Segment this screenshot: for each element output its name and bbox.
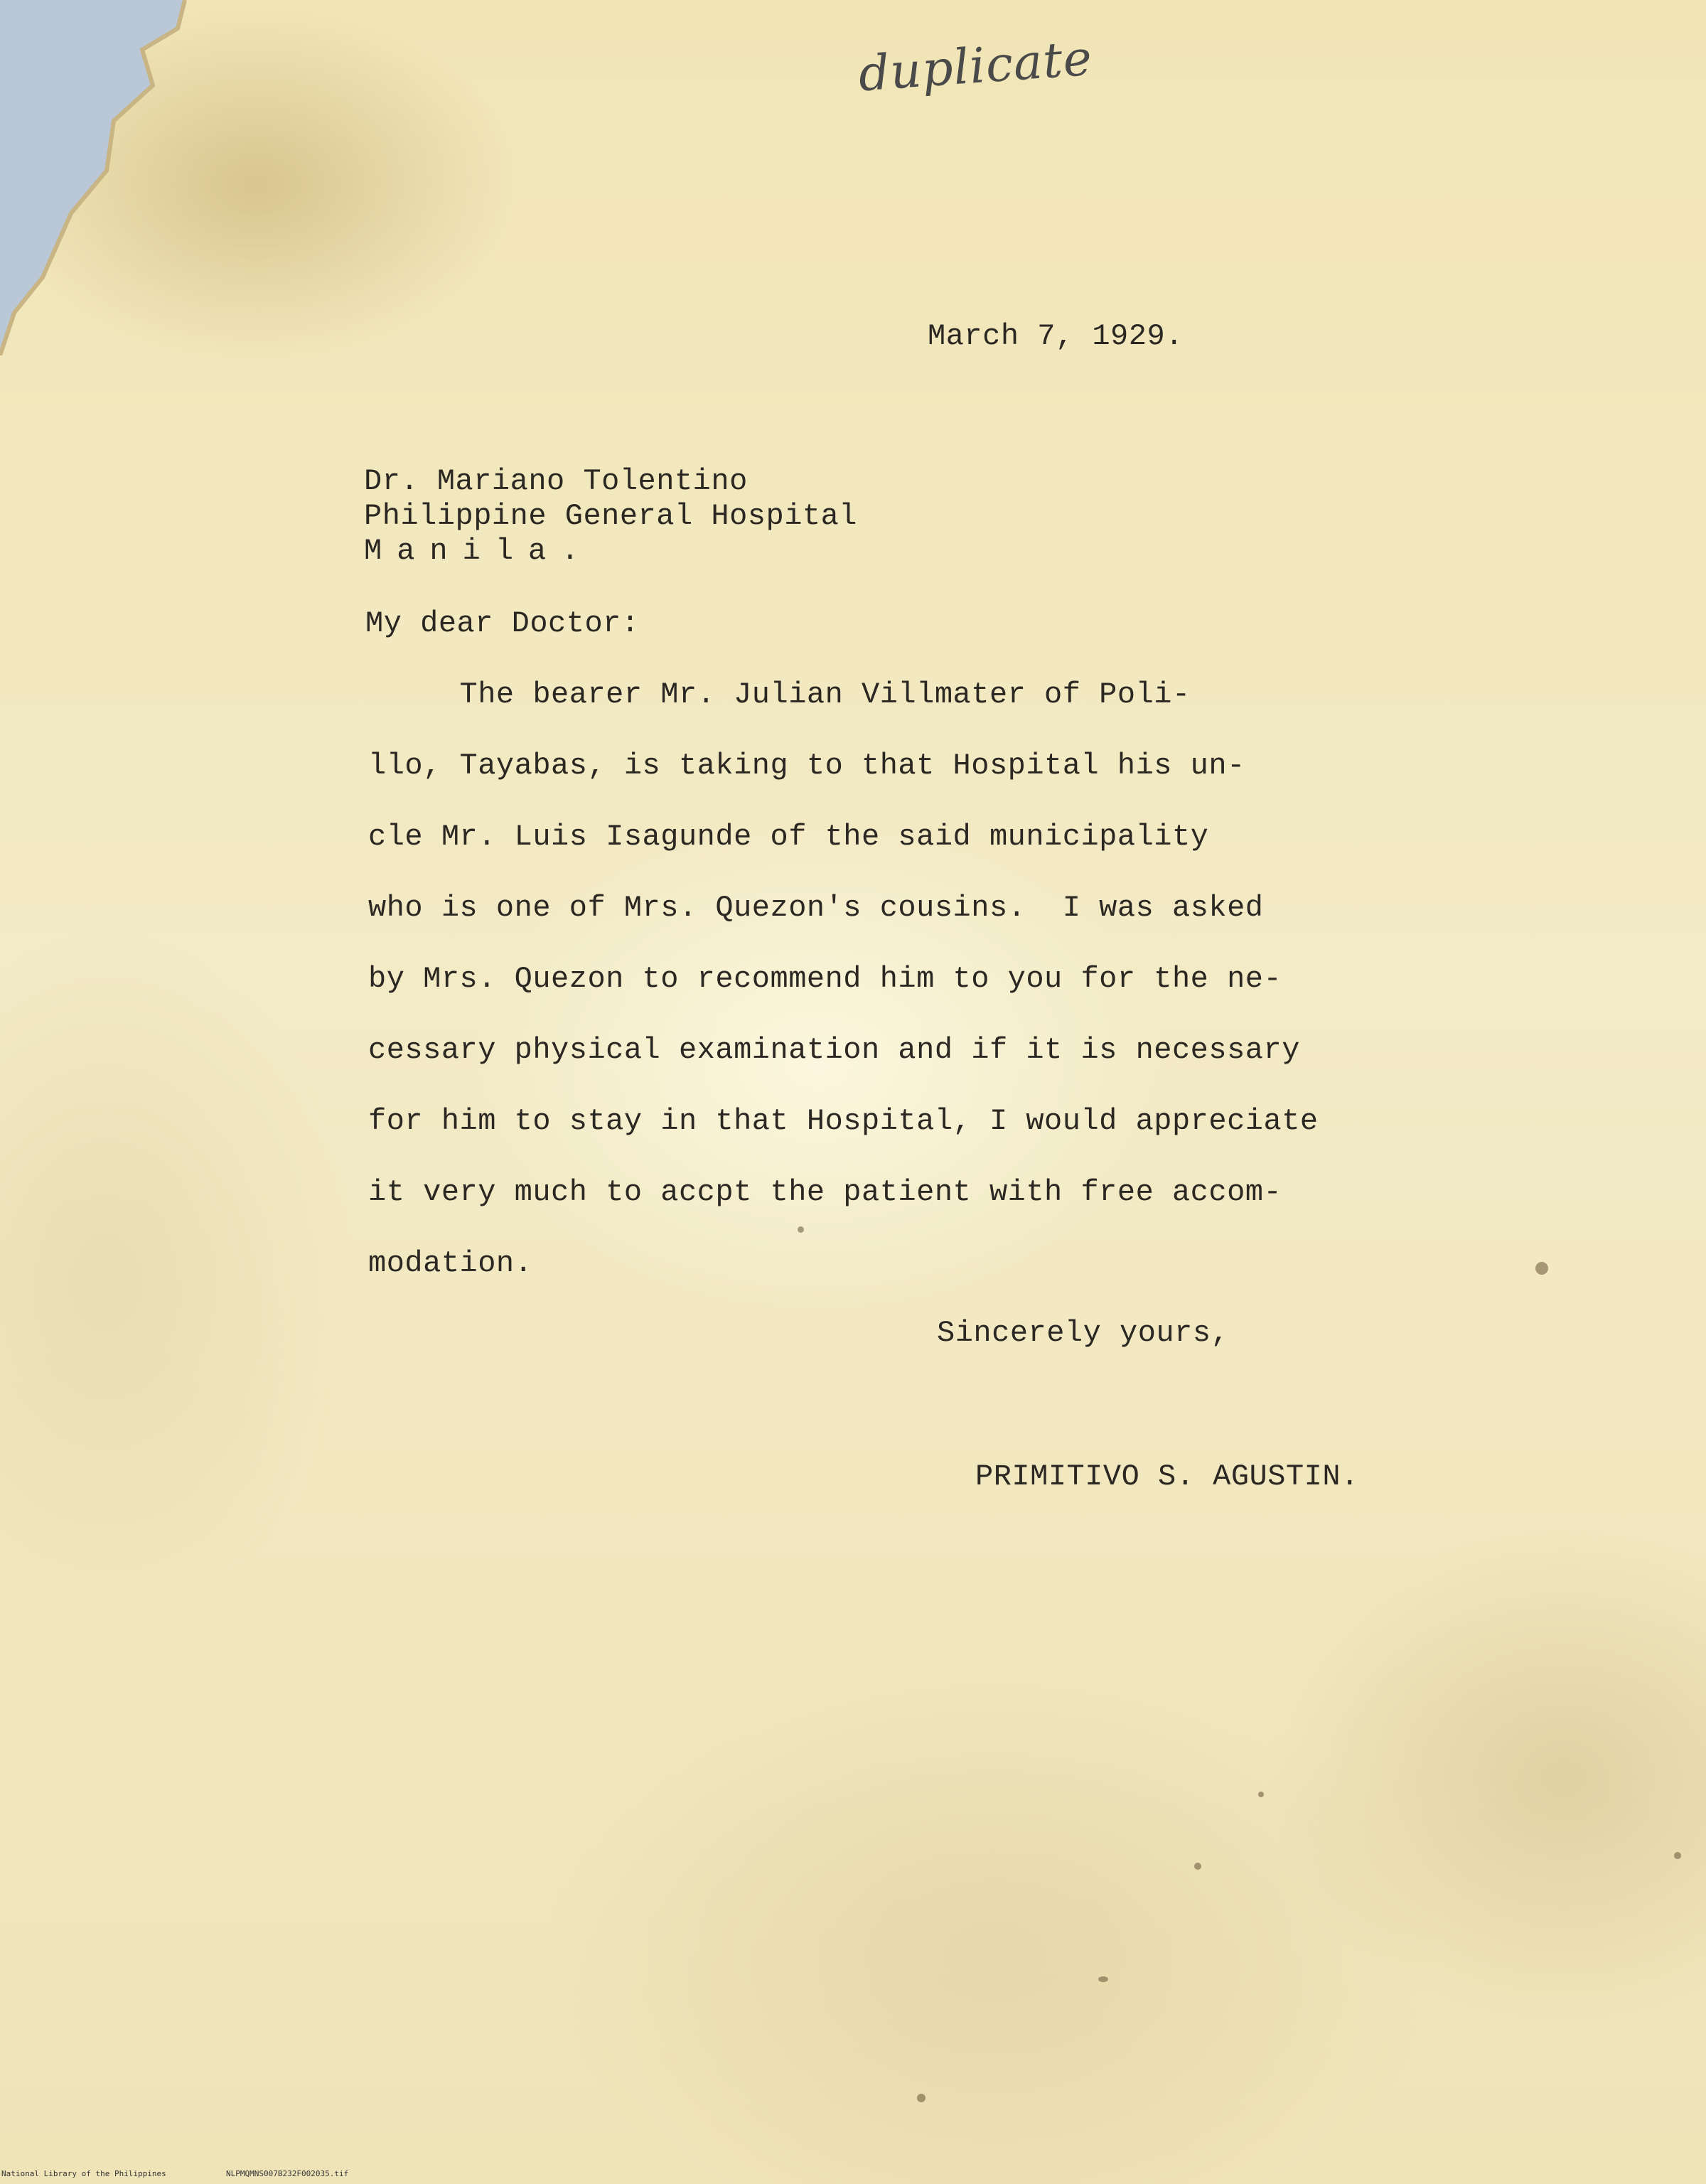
paper-speck [1258, 1792, 1264, 1797]
body-line: cle Mr. Luis Isagunde of the said municipality [368, 820, 1209, 854]
signature: PRIMITIVO S. AGUSTIN. [975, 1460, 1359, 1494]
body-line: llo, Tayabas, is taking to that Hospital his un- [368, 749, 1245, 783]
recipient-institution: Philippine General Hospital [364, 499, 858, 533]
paper-speck [1098, 1976, 1108, 1982]
salutation: My dear Doctor: [365, 606, 640, 641]
torn-corner [0, 0, 213, 355]
body-line: modation. [368, 1246, 533, 1280]
body-line: The bearer Mr. Julian Villmater of Poli- [368, 678, 1191, 712]
paper-speck [917, 2094, 926, 2102]
body-line: cessary physical examination and if it is necessary [368, 1033, 1300, 1067]
footer-file-name: NLPMQMNS007B232F002035.tif [226, 2169, 349, 2178]
body-line: for him to stay in that Hospital, I would appreciate [368, 1104, 1319, 1138]
body-line: it very much to accpt the patient with free accom- [368, 1175, 1282, 1209]
footer-source: National Library of the Philippines [1, 2169, 166, 2178]
letter-date: March 7, 1929. [928, 319, 1184, 353]
paper-speck [1674, 1852, 1681, 1859]
body-line: by Mrs. Quezon to recommend him to you for the ne- [368, 962, 1282, 996]
paper-speck [798, 1226, 804, 1233]
closing: Sincerely yours, [937, 1316, 1230, 1350]
paper-speck [1535, 1262, 1548, 1275]
handwritten-note: duplicate [857, 30, 1095, 103]
body-line: who is one of Mrs. Quezon's cousins. I was asked [368, 891, 1264, 925]
recipient-city: Manila. [364, 534, 594, 568]
paper-speck [1194, 1863, 1201, 1870]
recipient-name: Dr. Mariano Tolentino [364, 464, 748, 498]
